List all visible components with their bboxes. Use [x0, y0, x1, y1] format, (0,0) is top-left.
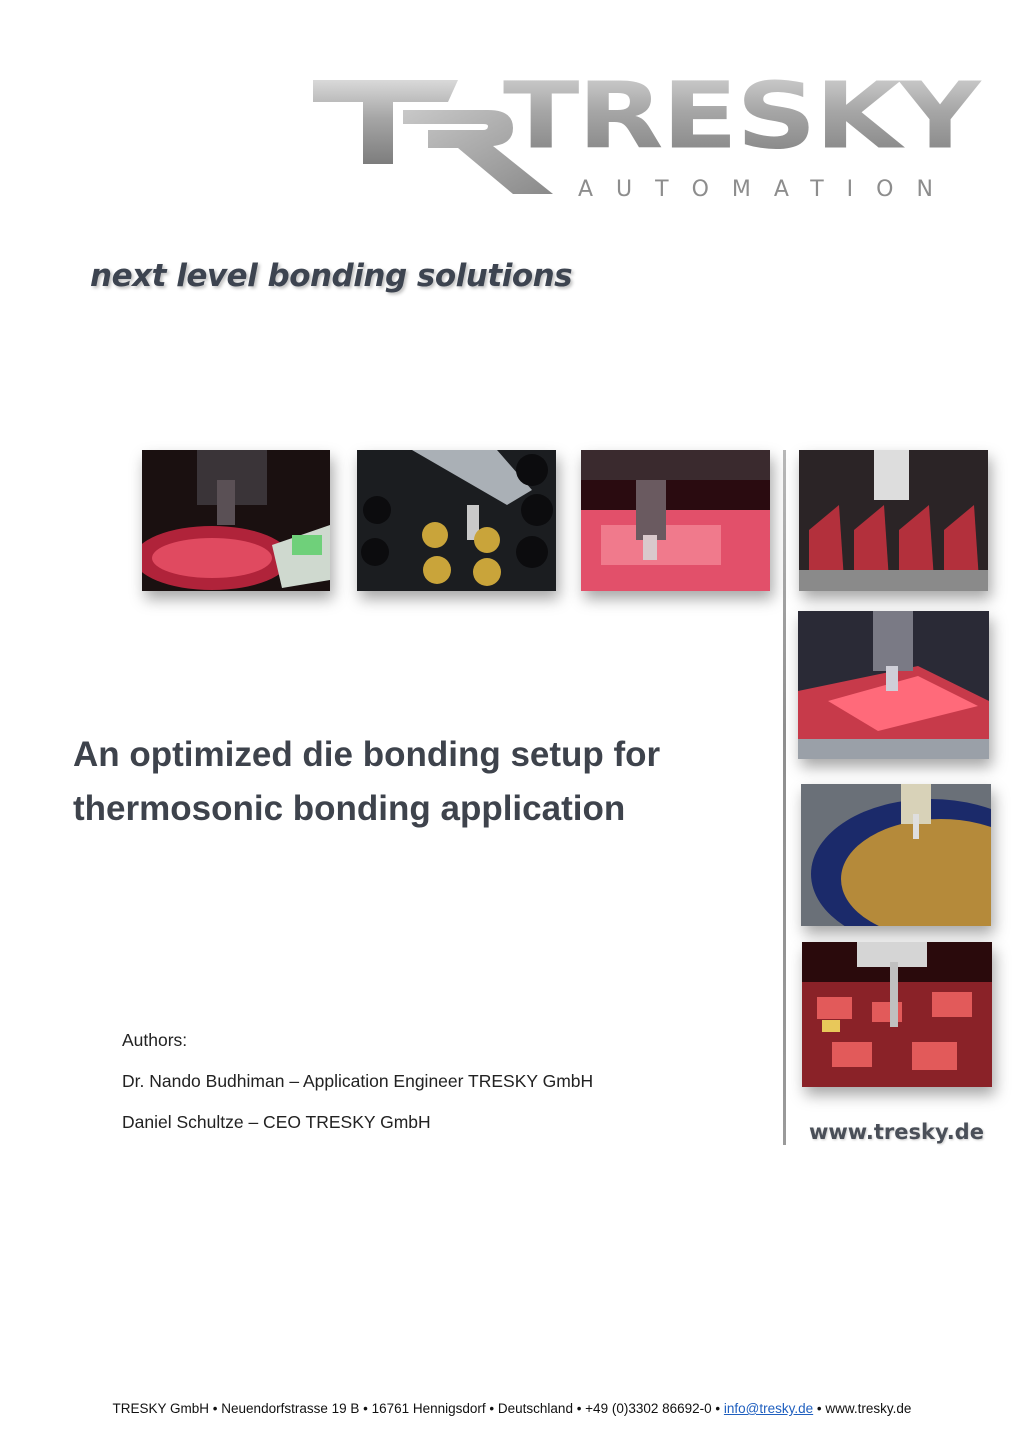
svg-text:TRESKY: TRESKY	[503, 72, 979, 170]
bonder-wafer-photo-icon	[142, 450, 330, 591]
title-line-2: thermosonic bonding application	[73, 789, 626, 828]
title-line-1: An optimized die bonding setup for	[73, 735, 661, 774]
footer-separator: •	[816, 1401, 822, 1416]
svg-text:AUTOMATION: AUTOMATION	[578, 177, 956, 202]
website-url[interactable]: www.tresky.de	[809, 1120, 984, 1144]
authors-label: Authors:	[122, 1030, 188, 1050]
footer	[0, 1401, 1024, 1416]
tool-rack-photo-icon	[799, 450, 988, 591]
gold-chips-photo-icon	[357, 450, 556, 591]
chip-array-photo-icon	[798, 611, 989, 759]
red-stage-photo-icon	[581, 450, 770, 591]
vertical-divider	[783, 450, 786, 1145]
document-title	[73, 728, 763, 836]
authors-block	[122, 1030, 593, 1153]
footer-email-link[interactable]: info@tresky.de	[723, 1401, 814, 1416]
footer-website: www.tresky.de	[825, 1401, 912, 1416]
wafer-dispense-photo-icon	[801, 784, 991, 926]
author-1: Dr. Nando Budhiman – Application Engineer TRESKY GmbH	[122, 1071, 594, 1091]
footer-address: TRESKY GmbH • Neuendorfstrasse 19 B • 16761 Hennigsdorf • Deutschland • +49 (0)3302 86692-0 •	[112, 1401, 721, 1416]
tagline: next level bonding solutions	[90, 258, 573, 294]
pcb-red-photo-icon	[802, 942, 992, 1087]
author-2: Daniel Schultze – CEO TRESKY GmbH	[122, 1112, 431, 1132]
tresky-automation-logo	[308, 72, 998, 202]
